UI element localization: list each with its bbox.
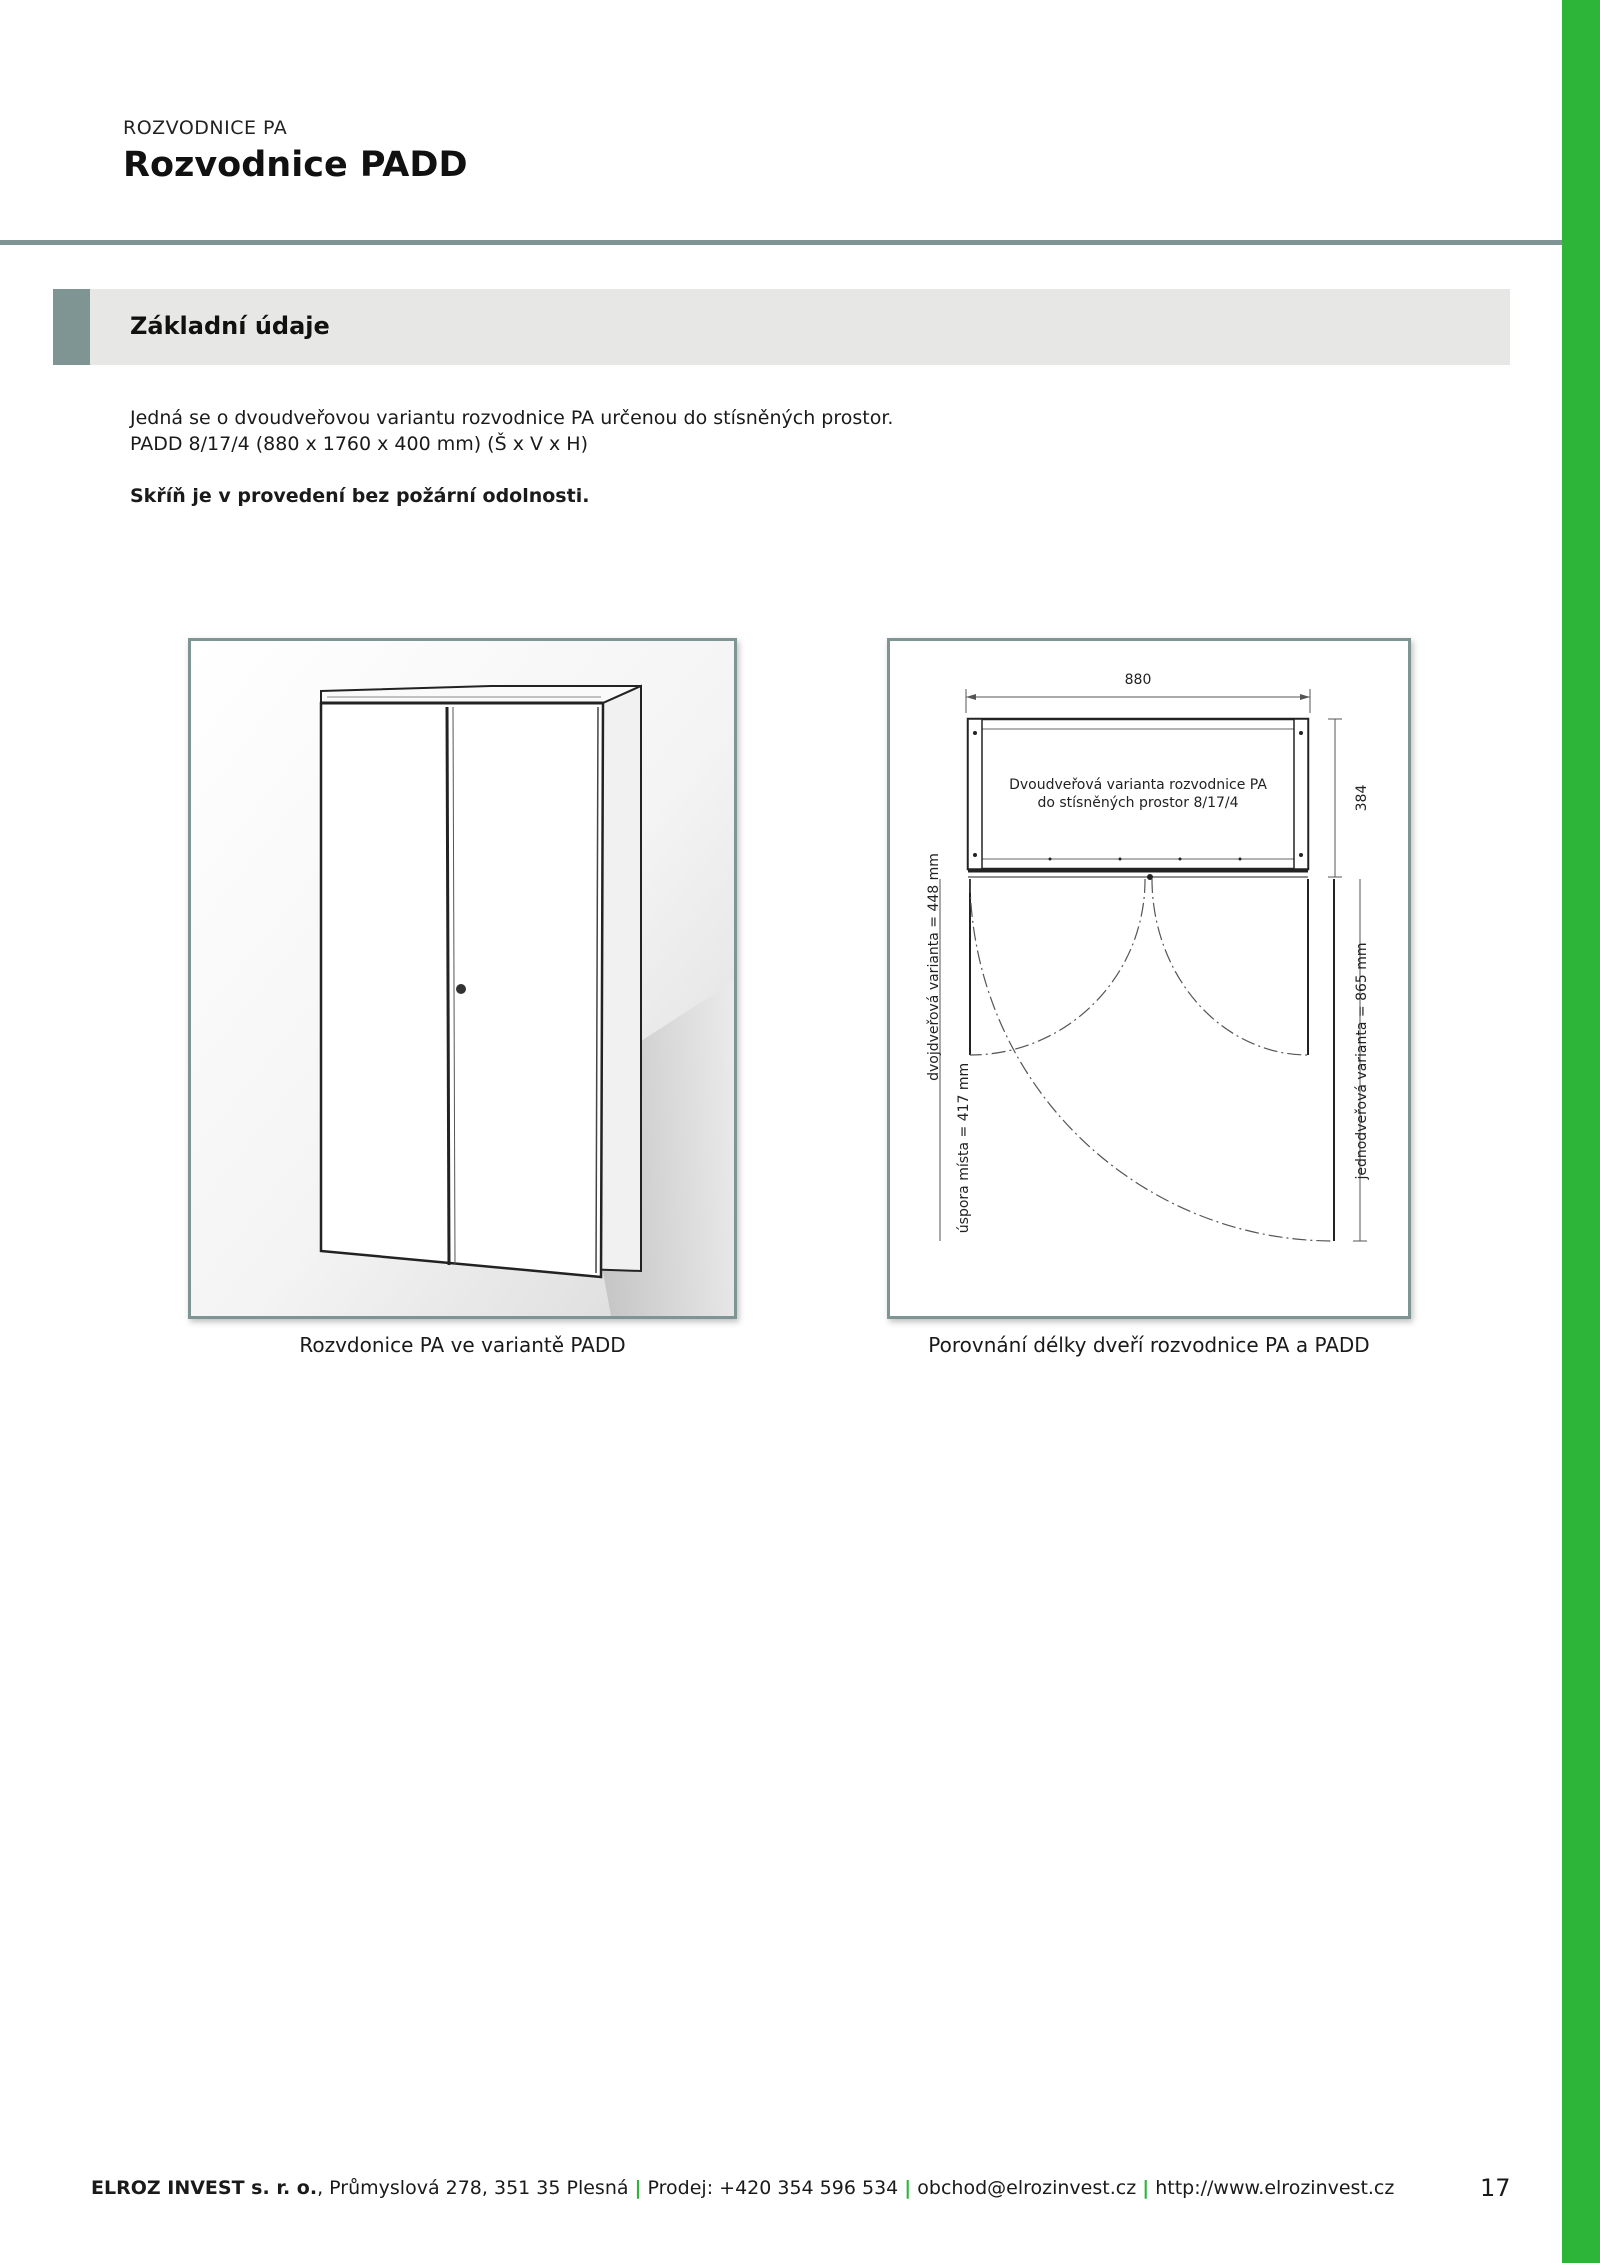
depth-label: 384: [1354, 784, 1370, 812]
photo-caption: Rozvdonice PA ve variantě PADD: [299, 1333, 626, 1357]
footer-address: , Průmyslová 278, 351 35 Plesná: [317, 2177, 635, 2199]
width-label: 880: [1124, 672, 1152, 688]
inner-label-line-1: Dvoudveřová varianta rozvodnice PA: [1009, 777, 1267, 793]
footer-website-link[interactable]: http://www.elrozinvest.cz: [1149, 2177, 1395, 2199]
footer-company: ELROZ INVEST s. r. o.: [91, 2177, 318, 2199]
drawing-caption: Porovnání délky dveří rozvodnice PA a PADD: [928, 1333, 1370, 1357]
page-footer: [91, 2177, 1394, 2199]
two-door-label: dvojdveřová varianta = 448 mm: [926, 853, 942, 1081]
single-door-swing-arc: [970, 879, 1334, 1241]
door-comparison-drawing: [887, 638, 1411, 1319]
inner-label-line-2: do stísněných prostor 8/17/4: [1037, 795, 1239, 811]
footer-separator: |: [1142, 2177, 1150, 2199]
cabinet-photo: [188, 638, 737, 1319]
footer-sales-phone: Prodej: +420 354 596 534: [641, 2177, 905, 2199]
cabinet-plan-outline: [968, 719, 1308, 869]
footer-email-link[interactable]: obchod@elrozinvest.cz: [911, 2177, 1143, 2199]
body-note: Skříň je v provedení bez požární odolnosti.: [130, 485, 590, 507]
floor-plan-svg: [890, 641, 1408, 1316]
section-marker: [53, 289, 90, 365]
footer-separator: |: [904, 2177, 912, 2199]
section-title: Základní údaje: [130, 312, 330, 340]
body-line-2: PADD 8/17/4 (880 x 1760 x 400 mm) (Š x V x H): [130, 433, 589, 455]
two-door-swing-arc-left: [970, 879, 1145, 1055]
two-door-swing-arc-right: [1152, 879, 1308, 1055]
footer-separator: |: [634, 2177, 642, 2199]
body-line-1: Jedná se o dvoudveřovou variantu rozvodnice PA určenou do stísněných prostor.: [130, 407, 894, 429]
page-title: Rozvodnice PADD: [123, 145, 468, 185]
page-number: 17: [1480, 2174, 1511, 2202]
header-divider: [0, 240, 1562, 245]
space-saving-label: úspora místa = 417 mm: [956, 1062, 972, 1234]
side-accent-bar: [1562, 0, 1600, 2263]
single-door-label: jednodveřová varianta = 865 mm: [1354, 942, 1370, 1180]
cabinet-illustration: [191, 641, 734, 1316]
page-overline: ROZVODNICE PA: [123, 117, 288, 139]
